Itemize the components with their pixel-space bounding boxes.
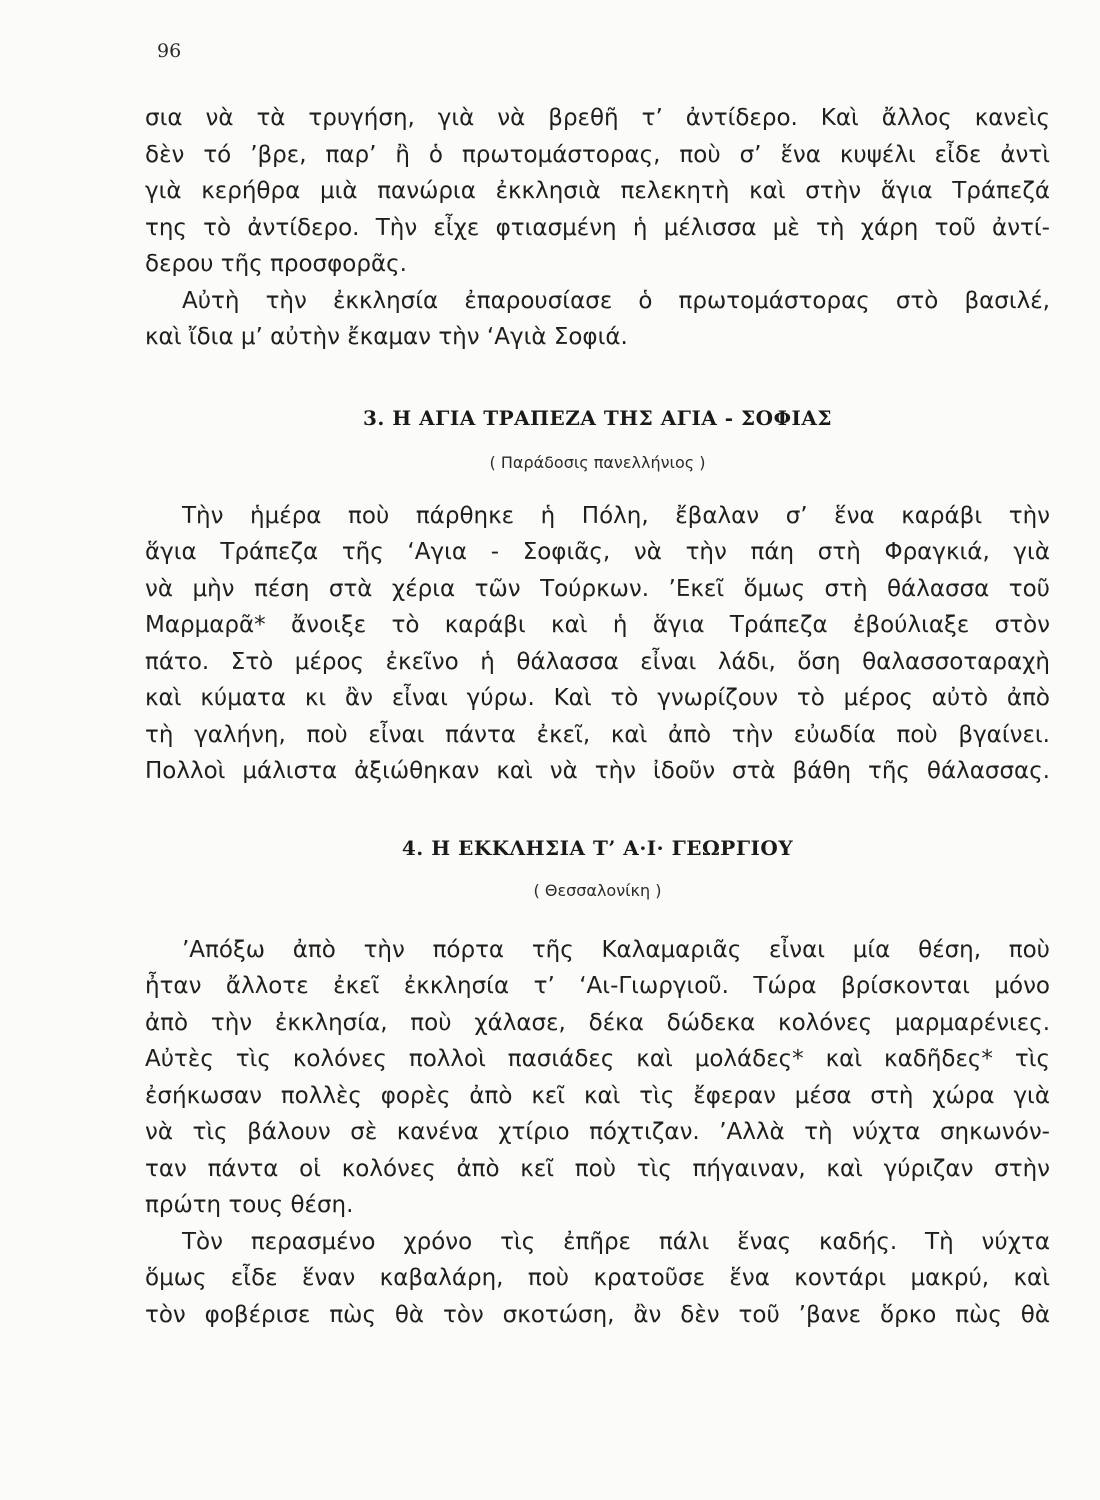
text-line: ἐσήκωσαν πολλὲς φορὲς ἀπὸ κεῖ καὶ τὶς ἔφεραν μέσα στὴ χώρα γιὰ [145,1082,1050,1109]
text-line: ἅγια Τράπεζα τῆς ‘Αγια - Σοφιᾶς, νὰ τὴν πάη στὴ Φραγκιά, γιὰ [145,539,1050,565]
text-line: σια νὰ τὰ τρυγήση, γιὰ νὰ βρεθῆ τ’ ἀντίδερο. Καὶ ἄλλος κανεὶς [145,105,1050,131]
text-line: δερου τῆς προσφορᾶς. [145,251,407,277]
section-3-heading: 3. Η ΑΓΙΑ ΤΡΑΠΕΖΑ ΤΗΣ ΑΓΙΑ - ΣΟΦΙΑΣ [362,405,833,430]
text-line: ἀπὸ τὴν ἐκκλησία, ποὺ χάλασε, δέκα δώδεκα κολόνες μαρμαρένιες. [145,1009,1050,1036]
text-line: πάτο. Στὸ μέρος ἐκεῖνο ἡ θάλασσα εἶναι λάδι, ὅση θαλασσοταραχὴ [145,648,1050,675]
text-line: καὶ κύματα κι ἂν εἶναι γύρω. Καὶ τὸ γνωρίζουν τὸ μέρος αὐτὸ ἀπὸ [145,685,1050,711]
text-line: γιὰ κερήθρα μιὰ πανώρια ἐκκλησιὰ πελεκητὴ καὶ στὴν ἅγια Τράπεζά [145,178,1050,204]
text-line: Μαρμαρᾶ* ἄνοιξε τὸ καράβι καὶ ἡ ἅγια Τράπεζα ἐβούλιαξε στὸν [145,612,1050,638]
text-line: της τὸ ἀντίδερο. Τὴν εἶχε φτιασμένη ἡ μέλισσα μὲ τὴ χάρη τοῦ ἀντί- [145,214,1050,241]
text-line: Τὸν περασμένο χρόνο τὶς ἐπῆρε πάλι ἕνας καδής. Τὴ νύχτα [182,1228,1050,1255]
section-4-subtitle: ( Θεσσαλονίκη ) [533,880,662,900]
text-line: πρώτη τους θέση. [145,1192,354,1218]
section-4-paragraph-2 [145,1224,1050,1334]
section-3-paragraph [145,498,1050,790]
text-line: τὸν φοβέρισε πὼς θὰ τὸν σκοτώση, ἂν δὲν τοῦ ’βανε ὅρκο πὼς θὰ [145,1301,1050,1328]
text-line: ἦταν ἄλλοτε ἐκεῖ ἐκκλησία τ’ ‘Αι-Γιωργιοῦ. Τώρα βρίσκονται μόνο [145,973,1050,999]
text-line: δὲν τό ’βρε, παρ’ ἢ ὁ πρωτομάστορας, ποὺ σ’ ἕνα κυψέλι εἶδε ἀντὶ [145,141,1050,168]
text-line: καὶ ἴδια μ’ αὐτὴν ἔκαμαν τὴν ‘Αγιὰ Σοφιά. [145,324,628,350]
section-3-subtitle: ( Παράδοσις πανελλήνιος ) [489,452,706,472]
text-line: ’Απόξω ἀπὸ τὴν πόρτα τῆς Καλαμαριᾶς εἶναι μία θέση, ποὺ [182,936,1050,963]
section-4-paragraph-1 [145,932,1050,1224]
text-line: Πολλοὶ μάλιστα ἀξιώθηκαν καὶ νὰ τὴν ἰδοῦν στὰ βάθη τῆς θάλασσας. [145,758,1050,784]
text-line: Αὐτὴ τὴν ἐκκλησία ἐπαρουσίασε ὁ πρωτομάστορας στὸ βασιλέ, [182,287,1050,314]
page-number: 96 [157,40,182,62]
text-line: ταν πάντα οἱ κολόνες ἀπὸ κεῖ ποὺ τὶς πήγαιναν, καὶ γύριζαν στὴν [145,1155,1050,1182]
paragraph-2 [145,283,1050,356]
text-line: Τὴν ἡμέρα ποὺ πάρθηκε ἡ Πόλη, ἔβαλαν σ’ ἕνα καράβι τὴν [182,502,1050,529]
text-line: ὅμως εἶδε ἕναν καβαλάρη, ποὺ κρατοῦσε ἕνα κοντάρι μακρύ, καὶ [145,1265,1050,1291]
section-4-heading: 4. Η ΕΚΚΛΗΣΙΑ Τ’ Α·Ι· ΓΕΩΡΓΙΟΥ [401,835,794,860]
text-line: τὴ γαλήνη, ποὺ εἶναι πάντα ἐκεῖ, καὶ ἀπὸ τὴν εὐωδία ποὺ βγαίνει. [145,721,1050,748]
paragraph-1 [145,100,1050,283]
text-line: νὰ μὴν πέση στὰ χέρια τῶν Τούρκων. ’Εκεῖ ὅμως στὴ θάλασσα τοῦ [145,575,1050,602]
page-content [145,100,1050,1333]
text-line: Αὐτὲς τὶς κολόνες πολλοὶ πασιάδες καὶ μολάδες* καὶ καδῆδες* τὶς [145,1046,1050,1072]
text-line: νὰ τὶς βάλουν σὲ κανένα χτίριο πόχτιζαν. ’Αλλὰ τὴ νύχτα σηκωνόν- [145,1119,1050,1145]
